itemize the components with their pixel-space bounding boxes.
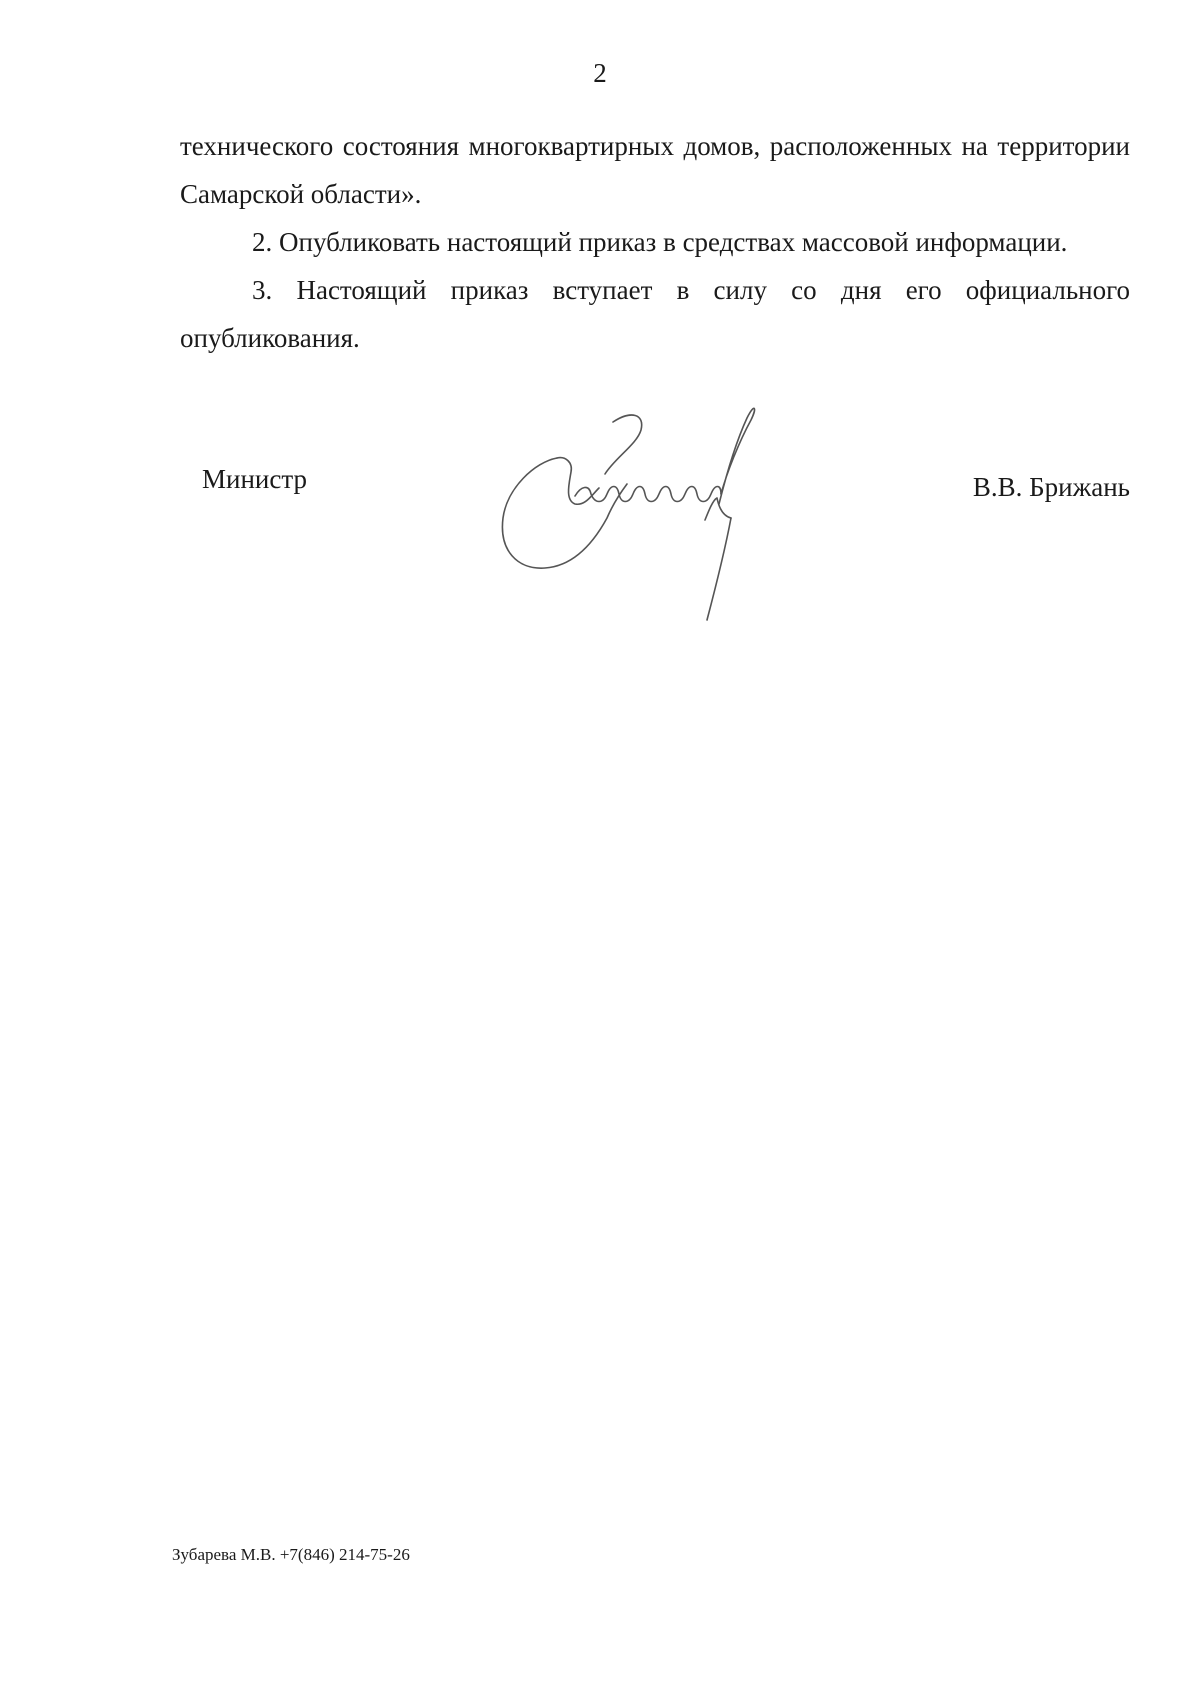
signatory-name: В.В. Брижань <box>972 472 1130 502</box>
signature-block <box>0 400 1200 640</box>
paragraph-publish: 2. Опубликовать настоящий приказ в средствах массовой информации. <box>252 227 1068 257</box>
page-number: 2 <box>593 58 607 88</box>
handwritten-signature-icon <box>495 400 795 640</box>
paragraph-effective: 3. Настоящий приказ вступает в силу со дня его официального опубликования. <box>180 275 1130 353</box>
document-body <box>180 122 1130 362</box>
signatory-title: Министр <box>202 464 307 494</box>
paragraph-continuation: технического состояния многоквартирных домов, расположенных на территории Самарской области». <box>180 131 1130 209</box>
executor-contact: Зубарева М.В. +7(846) 214-75-26 <box>172 1545 410 1564</box>
